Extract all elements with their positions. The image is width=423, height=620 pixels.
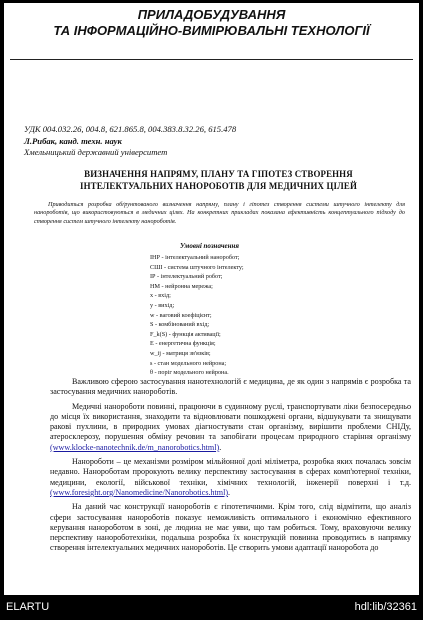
affiliation: Хмельницький державний університет (24, 147, 168, 157)
journal-header (4, 7, 419, 39)
notation-item: ІР - інтелектуальний робот; (150, 273, 223, 281)
notation-item: СШІ - система штучного інтелекту; (150, 263, 244, 271)
author: Л.Рибак, канд. техн. наук (24, 135, 122, 146)
paragraph-1: Важливою сферою застосування нанотехнологій є медицина, де як один з напрямів є розробка та застосування медичних нанороботів. (50, 377, 411, 397)
notation-item: θ - поріг модельного нейрона. (150, 369, 229, 377)
journal-title-line2: ТА ІНФОРМАЦІЙНО-ВИМІРЮВАЛЬНІ ТЕХНОЛОГІЇ (53, 23, 370, 38)
article-title-line2: ІНТЕЛЕКТУАЛЬНИХ НАНОРОБОТІВ ДЛЯ МЕДИЧНИХ ЦІЛЕЙ (79, 180, 357, 191)
paragraph-3: Нанороботи – це механізми розміром мільйонної долі міліметра, розробка яких почалась зовсім недавно. Нанороботам пророкують велику перспективу застосування в сферах комп'ютерної техніки, медицини, екології, військової техніки, хімічних технологій, інженерії поверхні і т.д. (www.foresight.org/Nanomedicine/Nanorobotics.html). (50, 457, 411, 497)
notation-item: x - вхід; (150, 292, 171, 300)
notation-item: y - вихід; (150, 301, 175, 309)
notation-list (150, 253, 244, 378)
article-meta (24, 124, 236, 159)
paragraph-2: Медичні нанороботи повинні, працюючи в судинному руслі, транспортувати ліки безпосередньо до місця їх використання, знаходити та відновлювати пошкоджені органи, відшукувати та знищувати ракові пухлини, в природних умовах діагностувати стан організму, вирішити проблеми СНІДу, атеросклерозу, порушення обміну речовин та запобігати процесам природного старіння організму (www.klocke-nanotechnik.de/m_nanorobotics.html). (50, 401, 411, 452)
notation-item: E - енергетична функція; (150, 340, 216, 348)
link-klocke[interactable]: (www.klocke-nanotechnik.de/m_nanorobotics.html) (50, 442, 220, 452)
footer-repository: ELARTU (6, 601, 50, 613)
paragraph-4: На даний час конструкції нанороботів є гіпотетичними. Крім того, слід відмітити, що аналіз сфери застосування нанороботів показує неможливість оптимального і економічно ефективного керування нанороботом в зоні, де людина не має уяви, що там робиться. Тому, враховуючи велику перспективу нанороботехніки, подальша розробка їх конструкцій повинна проводитись в напрямку створення інтелектуальних медичних нанороботів. Це створить умови адаптації наноробота до (50, 502, 411, 553)
header-divider (10, 59, 413, 60)
notation-title: Умовні позначення (180, 242, 240, 250)
abstract: Приводиться розробка обґрунтованого визначення напряму, плану і гіпотез створення системи штучного інтелекту для нанороботів, що використовуються в медичних цілях. На конкретних прикладах показана ефективність концептуального підходу до створення систем штучного інтелекту нанороботів. (34, 201, 405, 225)
notation-item: НМ - нейронна мережа; (150, 282, 213, 290)
notation-item: w - ваговий коефіцієнт; (150, 311, 212, 319)
notation-item: ІНР - інтелектуальний наноробот; (150, 254, 240, 261)
article-body (50, 377, 411, 558)
paragraph-3-text: Нанороботи – це механізми розміром мільйонної долі міліметра, розробка яких почалась зовсім недавно. Нанороботам пророкують велику перспективу застосування в сферах комп'ютерної техніки, медицини, екології, військової техніки, хімічних технологій, інженерії поверхні і т.д. (50, 457, 411, 487)
article-title (26, 169, 411, 192)
article-title-line1: ВИЗНАЧЕННЯ НАПРЯМУ, ПЛАНУ ТА ГІПОТЕЗ СТВОРЕННЯ (84, 169, 353, 179)
notation-item: S - комбінований вхід; (150, 321, 210, 329)
footer-bar (0, 595, 423, 620)
notation-item: s - стан модельного нейрона; (150, 359, 227, 367)
link-foresight[interactable]: (www.foresight.org/Nanomedicine/Nanorobotics.html) (50, 487, 229, 497)
footer-handle: hdl:lib/32361 (354, 601, 417, 613)
notation-item: F_k(S) - функція активації; (150, 330, 221, 338)
paragraph-2-text: Медичні нанороботи повинні, працюючи в судинному руслі, транспортувати ліки безпосередньо до місця їх використання, знаходити та відновлювати пошкоджені органи, відшукувати та знищувати ракові пухлини, в природних умовах діагностувати стан організму, вирішити проблеми СНІДу, атеросклерозу, порушення обміну речовин та запобігати процесам природного старіння організму (50, 401, 411, 442)
notation-item: w_ij - матриця зв'язків; (150, 349, 211, 357)
udk-code: УДК 004.032.26, 004.8, 621.865.8, 004.383.8.32.26, 615.478 (24, 124, 237, 134)
journal-page (4, 3, 419, 595)
journal-title-line1: ПРИЛАДОБУДУВАННЯ (137, 7, 286, 22)
